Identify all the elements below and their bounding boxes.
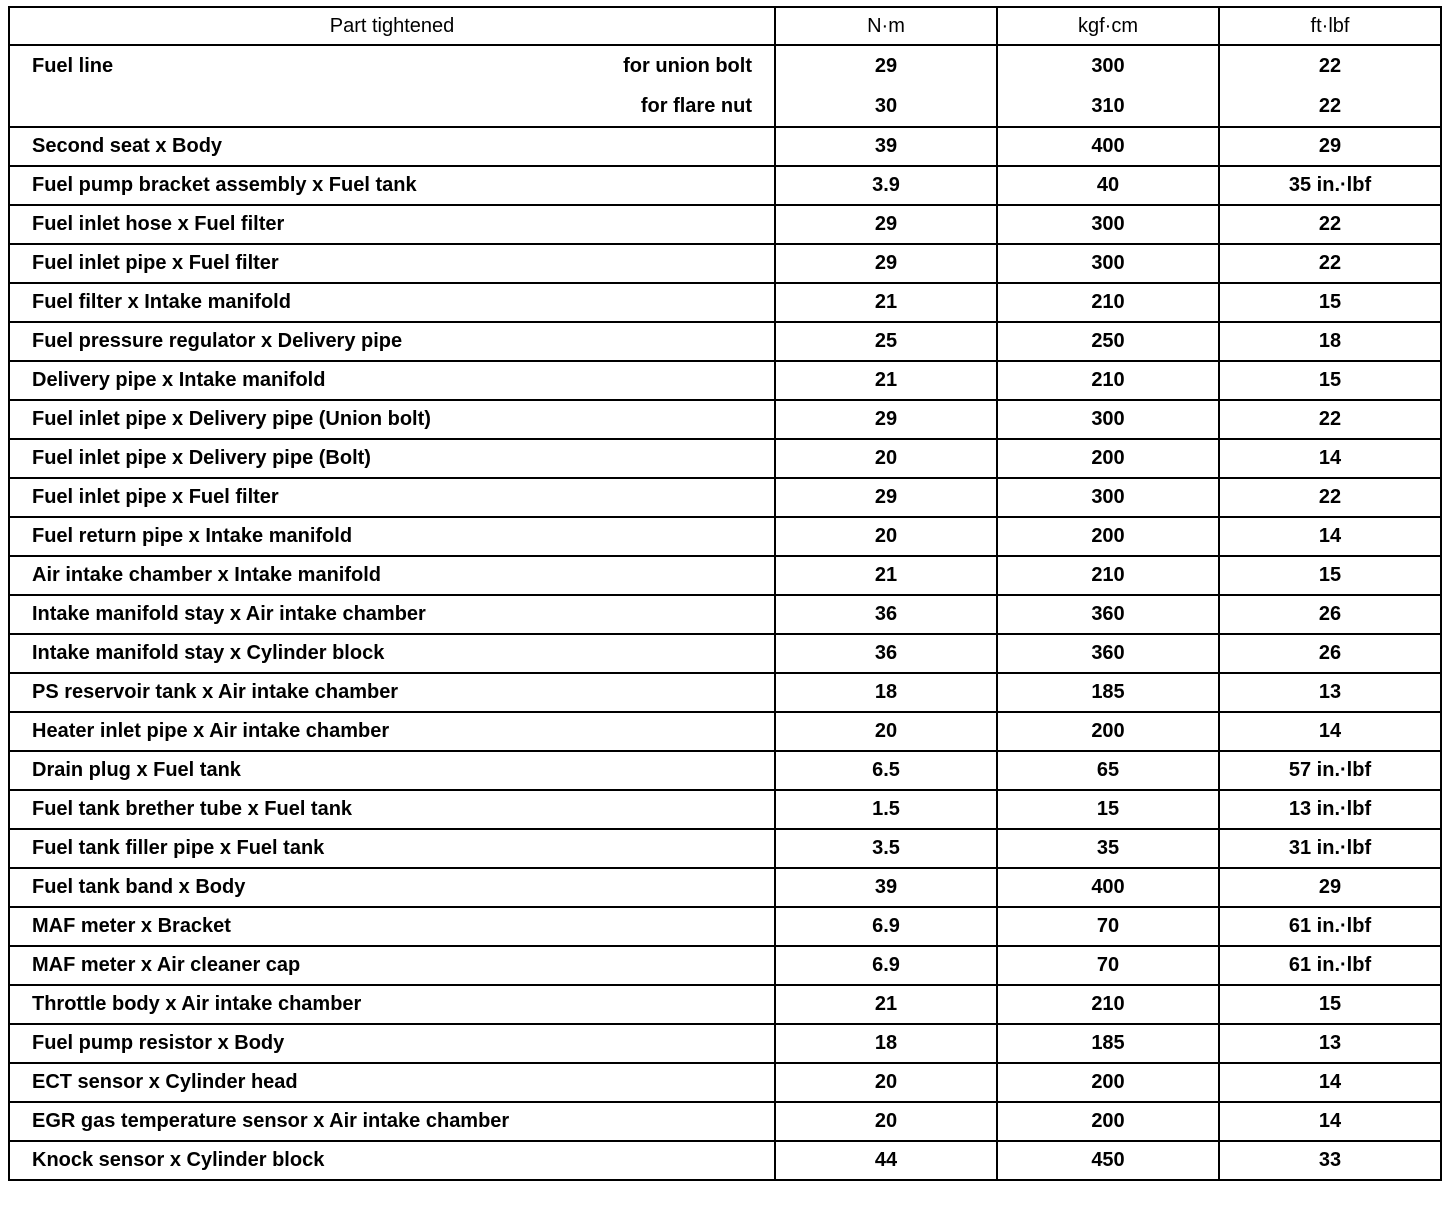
part-cell: Fuel inlet hose x Fuel filter [9, 205, 775, 244]
kgfcm-cell: 400 [997, 127, 1219, 166]
nm-cell: 39 [775, 127, 997, 166]
table-row [9, 829, 1441, 868]
part-cell: Fuel return pipe x Intake manifold [9, 517, 775, 556]
ftlbf-cell: 26 [1219, 634, 1441, 673]
ftlbf-cell: 15 [1219, 361, 1441, 400]
nm-cell: 25 [775, 322, 997, 361]
nm-cell: 18 [775, 673, 997, 712]
part-cell: Fuel filter x Intake manifold [9, 283, 775, 322]
kgfcm-cell: 300 [997, 244, 1219, 283]
part-cell: Air intake chamber x Intake manifold [9, 556, 775, 595]
nm-cell: 39 [775, 868, 997, 907]
kgfcm-cell: 450 [997, 1141, 1219, 1180]
torque-specification-table [8, 6, 1442, 1181]
table-row [9, 712, 1441, 751]
fuel-line-flare-nm: 30 [874, 95, 898, 117]
nm-cell: 29 [775, 205, 997, 244]
ftlbf-cell: 22 [1219, 478, 1441, 517]
nm-cell: 44 [775, 1141, 997, 1180]
kgfcm-cell: 360 [997, 595, 1219, 634]
kgfcm-cell: 360 [997, 634, 1219, 673]
nm-cell: 6.9 [775, 946, 997, 985]
part-cell: Fuel pressure regulator x Delivery pipe [9, 322, 775, 361]
table-row [9, 478, 1441, 517]
fuel-line-union-nm: 29 [874, 55, 898, 77]
nm-cell: 3.9 [775, 166, 997, 205]
table-row [9, 1141, 1441, 1180]
nm-cell: 36 [775, 595, 997, 634]
kgfcm-cell: 40 [997, 166, 1219, 205]
ftlbf-cell: 13 [1219, 673, 1441, 712]
kgfcm-cell: 200 [997, 439, 1219, 478]
table-row [9, 907, 1441, 946]
nm-cell: 21 [775, 985, 997, 1024]
fuel-line-ftlbf-cell [1219, 45, 1441, 127]
nm-cell: 29 [775, 244, 997, 283]
table-row-fuel-line [9, 45, 1441, 127]
ftlbf-cell: 13 in.·lbf [1219, 790, 1441, 829]
part-cell: Knock sensor x Cylinder block [9, 1141, 775, 1180]
part-cell: EGR gas temperature sensor x Air intake chamber [9, 1102, 775, 1141]
ftlbf-cell: 14 [1219, 1063, 1441, 1102]
part-cell: PS reservoir tank x Air intake chamber [9, 673, 775, 712]
part-cell: Intake manifold stay x Cylinder block [9, 634, 775, 673]
part-cell: Fuel pump resistor x Body [9, 1024, 775, 1063]
kgfcm-cell: 65 [997, 751, 1219, 790]
nm-cell: 36 [775, 634, 997, 673]
table-row [9, 517, 1441, 556]
part-cell: Fuel pump bracket assembly x Fuel tank [9, 166, 775, 205]
header-part-tightened: Part tightened [9, 7, 775, 45]
fuel-line-nm-cell [775, 45, 997, 127]
fuel-line-sub-line-flare [32, 86, 774, 126]
kgfcm-cell: 210 [997, 283, 1219, 322]
nm-cell: 3.5 [775, 829, 997, 868]
part-cell: MAF meter x Air cleaner cap [9, 946, 775, 985]
part-cell: Fuel tank filler pipe x Fuel tank [9, 829, 775, 868]
nm-cell: 6.5 [775, 751, 997, 790]
fuel-line-union-kgfcm: 300 [1091, 55, 1125, 77]
table-row [9, 634, 1441, 673]
table-row [9, 166, 1441, 205]
nm-cell: 1.5 [775, 790, 997, 829]
table-row [9, 946, 1441, 985]
ftlbf-cell: 22 [1219, 205, 1441, 244]
part-cell: Drain plug x Fuel tank [9, 751, 775, 790]
header-kgfcm: kgf·cm [997, 7, 1219, 45]
nm-cell: 20 [775, 712, 997, 751]
fuel-line-flare-kgfcm: 310 [1091, 95, 1125, 117]
ftlbf-cell: 14 [1219, 517, 1441, 556]
header-nm: N·m [775, 7, 997, 45]
fuel-line-union-bolt-label: for union bolt [623, 55, 752, 77]
ftlbf-cell: 31 in.·lbf [1219, 829, 1441, 868]
nm-cell: 6.9 [775, 907, 997, 946]
kgfcm-cell: 185 [997, 1024, 1219, 1063]
fuel-line-union-ftlbf: 22 [1318, 55, 1342, 77]
kgfcm-cell: 200 [997, 1102, 1219, 1141]
header-row [9, 7, 1441, 45]
table-row [9, 127, 1441, 166]
fuel-line-sub-line-union [32, 46, 774, 86]
table-row [9, 985, 1441, 1024]
part-cell: ECT sensor x Cylinder head [9, 1063, 775, 1102]
ftlbf-cell: 35 in.·lbf [1219, 166, 1441, 205]
kgfcm-cell: 70 [997, 946, 1219, 985]
table-row [9, 868, 1441, 907]
table-row [9, 205, 1441, 244]
ftlbf-cell: 14 [1219, 712, 1441, 751]
part-cell: Second seat x Body [9, 127, 775, 166]
table-row [9, 361, 1441, 400]
table-row [9, 1102, 1441, 1141]
ftlbf-cell: 18 [1219, 322, 1441, 361]
kgfcm-cell: 210 [997, 361, 1219, 400]
table-row [9, 400, 1441, 439]
ftlbf-cell: 14 [1219, 1102, 1441, 1141]
ftlbf-cell: 33 [1219, 1141, 1441, 1180]
part-cell: Intake manifold stay x Air intake chamber [9, 595, 775, 634]
nm-cell: 29 [775, 400, 997, 439]
nm-cell: 21 [775, 556, 997, 595]
part-cell: Fuel inlet pipe x Delivery pipe (Union bolt) [9, 400, 775, 439]
kgfcm-cell: 250 [997, 322, 1219, 361]
ftlbf-cell: 22 [1219, 244, 1441, 283]
kgfcm-cell: 35 [997, 829, 1219, 868]
fuel-line-part-cell [9, 45, 775, 127]
nm-cell: 20 [775, 517, 997, 556]
ftlbf-cell: 61 in.·lbf [1219, 907, 1441, 946]
kgfcm-cell: 185 [997, 673, 1219, 712]
part-cell: Throttle body x Air intake chamber [9, 985, 775, 1024]
table-row [9, 283, 1441, 322]
nm-cell: 21 [775, 283, 997, 322]
part-cell: Delivery pipe x Intake manifold [9, 361, 775, 400]
table-row [9, 1063, 1441, 1102]
table-row [9, 751, 1441, 790]
table-row [9, 790, 1441, 829]
nm-cell: 20 [775, 439, 997, 478]
table-row [9, 595, 1441, 634]
kgfcm-cell: 300 [997, 478, 1219, 517]
ftlbf-cell: 26 [1219, 595, 1441, 634]
nm-cell: 21 [775, 361, 997, 400]
nm-cell: 29 [775, 478, 997, 517]
part-cell: Fuel tank band x Body [9, 868, 775, 907]
kgfcm-cell: 200 [997, 712, 1219, 751]
kgfcm-cell: 70 [997, 907, 1219, 946]
part-cell: Fuel inlet pipe x Delivery pipe (Bolt) [9, 439, 775, 478]
table-row [9, 244, 1441, 283]
ftlbf-cell: 15 [1219, 556, 1441, 595]
ftlbf-cell: 13 [1219, 1024, 1441, 1063]
table-row [9, 673, 1441, 712]
header-ftlbf: ft·lbf [1219, 7, 1441, 45]
part-cell: Fuel inlet pipe x Fuel filter [9, 478, 775, 517]
table-row [9, 556, 1441, 595]
nm-cell: 20 [775, 1102, 997, 1141]
ftlbf-cell: 29 [1219, 127, 1441, 166]
nm-cell: 20 [775, 1063, 997, 1102]
ftlbf-cell: 61 in.·lbf [1219, 946, 1441, 985]
fuel-line-flare-ftlbf: 22 [1318, 95, 1342, 117]
kgfcm-cell: 210 [997, 985, 1219, 1024]
ftlbf-cell: 57 in.·lbf [1219, 751, 1441, 790]
table-row [9, 439, 1441, 478]
kgfcm-cell: 300 [997, 400, 1219, 439]
part-cell: MAF meter x Bracket [9, 907, 775, 946]
fuel-line-kgfcm-cell [997, 45, 1219, 127]
part-cell: Fuel inlet pipe x Fuel filter [9, 244, 775, 283]
ftlbf-cell: 15 [1219, 283, 1441, 322]
kgfcm-cell: 200 [997, 517, 1219, 556]
kgfcm-cell: 400 [997, 868, 1219, 907]
table-body [9, 45, 1441, 1180]
ftlbf-cell: 29 [1219, 868, 1441, 907]
ftlbf-cell: 22 [1219, 400, 1441, 439]
ftlbf-cell: 14 [1219, 439, 1441, 478]
part-cell: Fuel tank brether tube x Fuel tank [9, 790, 775, 829]
fuel-line-flare-nut-label: for flare nut [640, 95, 752, 117]
table-row [9, 1024, 1441, 1063]
kgfcm-cell: 210 [997, 556, 1219, 595]
fuel-line-label: Fuel line [32, 55, 114, 77]
kgfcm-cell: 15 [997, 790, 1219, 829]
part-cell: Heater inlet pipe x Air intake chamber [9, 712, 775, 751]
kgfcm-cell: 300 [997, 205, 1219, 244]
table-row [9, 322, 1441, 361]
nm-cell: 18 [775, 1024, 997, 1063]
ftlbf-cell: 15 [1219, 985, 1441, 1024]
kgfcm-cell: 200 [997, 1063, 1219, 1102]
